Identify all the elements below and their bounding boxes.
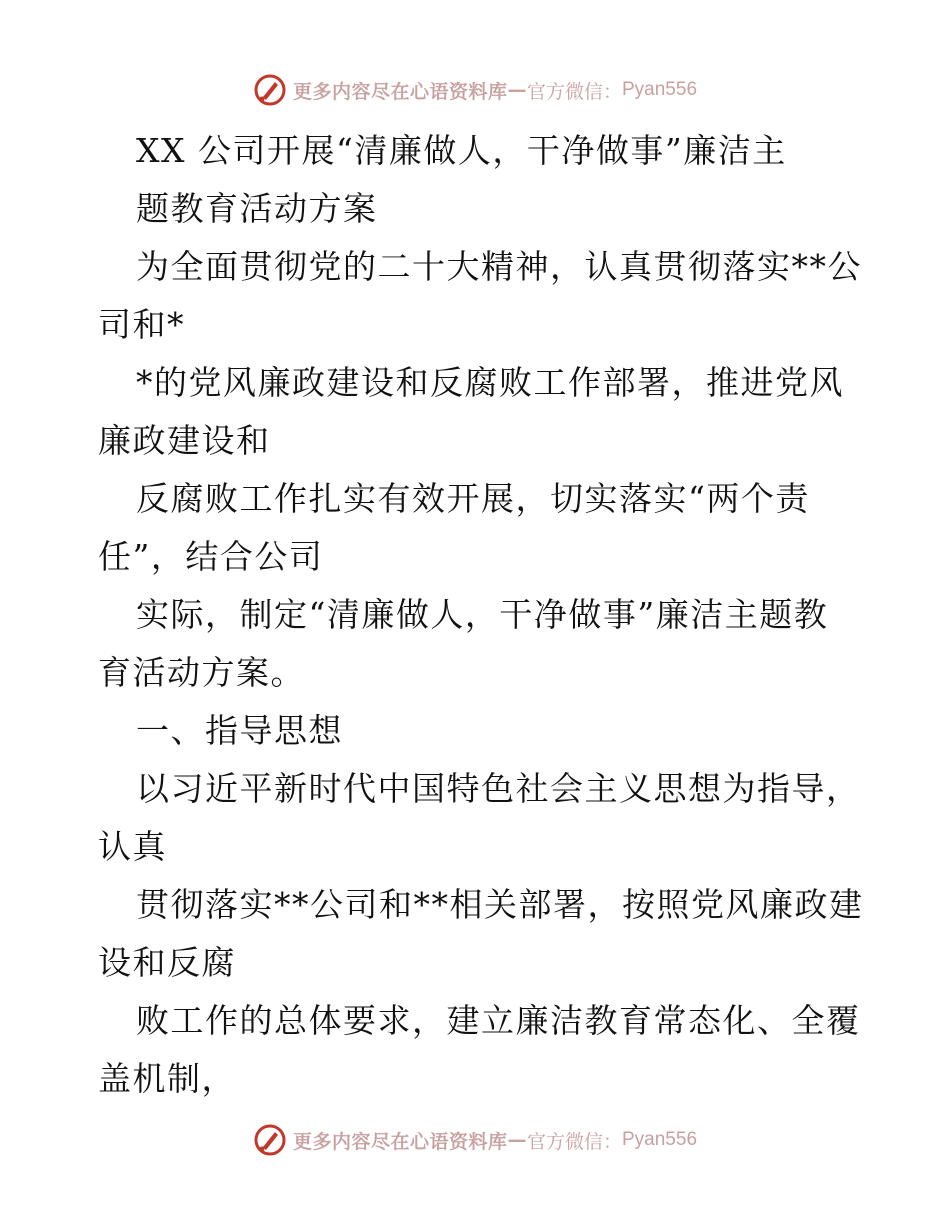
paragraph-3 (98, 470, 858, 586)
header-official-text: 官方微信： (526, 80, 622, 103)
paragraph-line: 任”，结合公司 (98, 537, 324, 576)
title-line-2: 题教育活动方案 (136, 189, 378, 228)
header-site-text: 更多内容尽在心语资料库 (292, 80, 508, 103)
header-dash: — (507, 79, 527, 101)
section-heading-text: 一、指导思想 (136, 711, 343, 750)
header-watermark (0, 70, 950, 110)
paragraph-4 (98, 586, 858, 702)
header-wechat-id: Pyan556 (622, 79, 698, 100)
document-body (98, 122, 864, 1108)
paragraph-line: 贯彻落实**公司和**相关部署，按照党风廉政建 (136, 885, 864, 924)
paragraph-5 (98, 760, 861, 876)
paragraph-line: 为全面贯彻党的二十大精神，认真贯彻落实**公 (136, 247, 862, 286)
paragraph-line: 反腐败工作扎实有效开展，切实落实“两个责 (136, 479, 810, 518)
pen-logo-icon (253, 1123, 287, 1157)
paragraph-line: 设和反腐 (98, 943, 236, 982)
paragraph-1 (98, 238, 862, 354)
paragraph-line: 实际，制定“清廉做人，干净做事”廉洁主题教 (136, 595, 829, 634)
paragraph-line: 认真 (98, 827, 167, 866)
paragraph-6 (98, 876, 864, 992)
paragraph-line: 败工作的总体要求，建立廉洁教育常态化、全覆 (136, 1001, 861, 1040)
section-heading-guiding-ideology (98, 702, 858, 760)
footer-official-text: 官方微信： (526, 1130, 622, 1153)
paragraph-line: 廉政建设和 (98, 421, 271, 460)
paragraph-7 (98, 992, 861, 1108)
paragraph-2 (98, 354, 858, 470)
pen-logo-icon (253, 73, 287, 107)
paragraph-line: 以习近平新时代中国特色社会主义思想为指导， (136, 769, 861, 808)
paragraph-line: 盖机制， (98, 1059, 236, 1098)
document-title (98, 122, 858, 238)
paragraph-line: 司和* (98, 305, 185, 344)
paragraph-line: 育活动方案。 (98, 653, 305, 692)
footer-dash: — (507, 1129, 527, 1151)
footer-site-text: 更多内容尽在心语资料库 (292, 1130, 508, 1153)
footer-wechat-id: Pyan556 (622, 1129, 698, 1150)
paragraph-line: *的党风廉政建设和反腐败工作部署，推进党风 (136, 363, 844, 402)
title-line-1: XX 公司开展“清廉做人，干净做事”廉洁主 (136, 131, 787, 170)
footer-watermark (0, 1120, 950, 1160)
